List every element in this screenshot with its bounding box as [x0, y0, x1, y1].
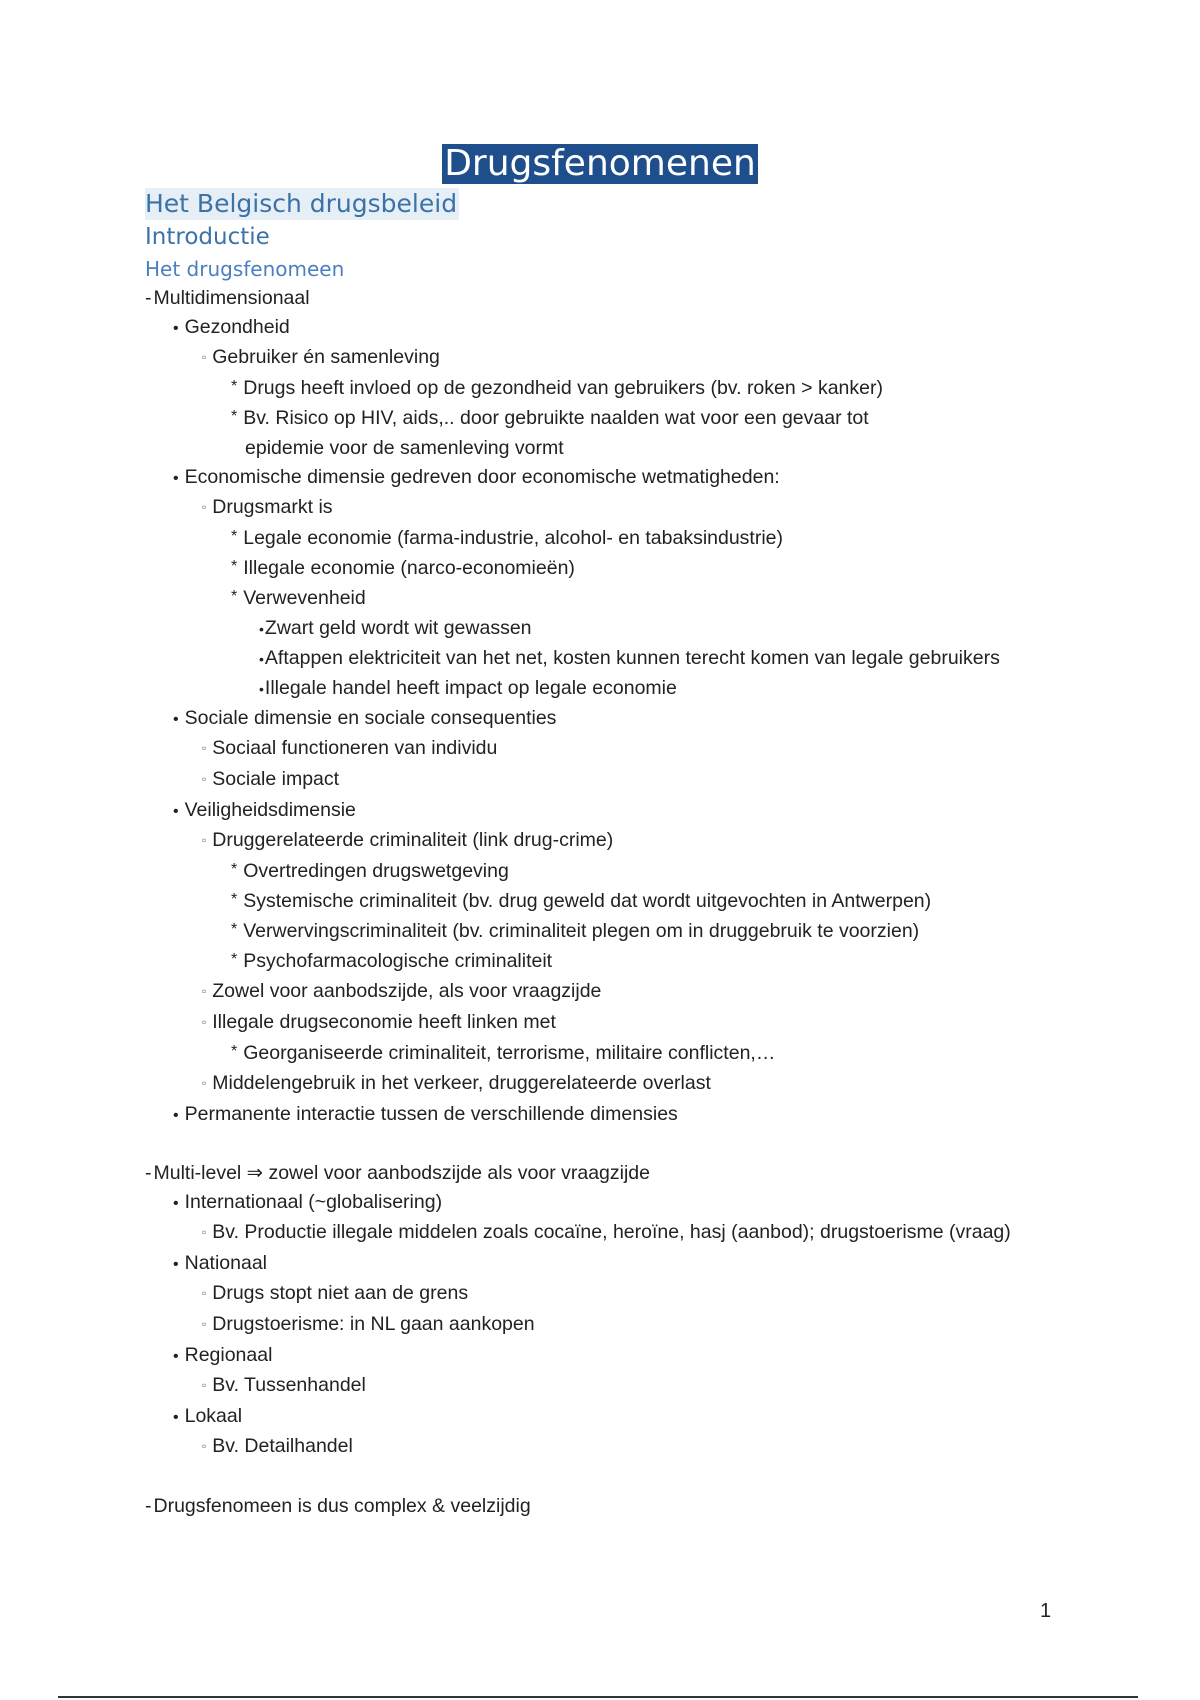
- outline-item-text: Sociaal functioneren van individu: [212, 737, 498, 759]
- outline-item: [145, 704, 1145, 734]
- outline-item-text: Multidimensionaal: [153, 287, 310, 309]
- outline-item: [145, 1100, 1145, 1130]
- outline-item-text: Druggerelateerde criminaliteit (link drug-crime): [212, 829, 614, 851]
- bullet-marker: *: [231, 408, 238, 425]
- outline-item: [145, 1402, 1145, 1432]
- outline-item: [145, 1069, 1145, 1100]
- bullet-marker: -: [145, 1162, 152, 1184]
- bullet-marker: *: [231, 558, 238, 575]
- outline-item-text: Sociale impact: [212, 768, 340, 790]
- bullet-marker: *: [231, 528, 238, 545]
- outline-item-text: Gezondheid: [184, 316, 290, 338]
- outline-item-text: Psychofarmacologische criminaliteit: [243, 950, 553, 972]
- outline-item-text: Economische dimensie gedreven door economische wetmatigheden:: [184, 466, 780, 488]
- bullet-marker: •: [173, 470, 179, 487]
- outline-item-text: Verwevenheid: [243, 587, 366, 609]
- bullet-marker: ▫: [202, 1225, 207, 1239]
- bullet-marker: *: [231, 861, 238, 878]
- outline-item-text: Lokaal: [184, 1405, 243, 1427]
- outline-item: [145, 374, 1145, 404]
- bullet-marker: •: [259, 621, 264, 637]
- bullet-marker: •: [259, 681, 264, 697]
- outline-item: [145, 1249, 1145, 1279]
- outline-item-text: Gebruiker én samenleving: [212, 346, 440, 368]
- outline-item: [145, 1159, 1145, 1188]
- bullet-marker: ▫: [202, 1439, 207, 1453]
- bullet-marker: ▫: [202, 1317, 207, 1331]
- outline-item: [145, 284, 1145, 313]
- outline-item-text: Multi-level ⇒ zowel voor aanbodszijde als voor vraagzijde: [153, 1162, 650, 1184]
- outline-item: [145, 463, 1145, 493]
- outline-item: [145, 796, 1145, 826]
- outline-item: [145, 947, 1145, 977]
- outline-item-text: Illegale drugseconomie heeft linken met: [212, 1011, 556, 1033]
- heading-3: Het drugsfenomeen: [145, 257, 345, 281]
- outline-item-text: Permanente interactie tussen de verschillende dimensies: [184, 1103, 678, 1125]
- bullet-marker: •: [173, 1195, 179, 1212]
- outline-item: [145, 1218, 1145, 1249]
- bullet-marker: ▫: [202, 500, 207, 514]
- outline-item-text: Internationaal (~globalisering): [184, 1191, 443, 1213]
- bullet-marker: •: [173, 803, 179, 820]
- blank-line: [145, 1463, 1145, 1492]
- outline-item: [145, 765, 1145, 796]
- outline-item: [145, 524, 1145, 554]
- outline-item-text: Drugstoerisme: in NL gaan aankopen: [212, 1313, 535, 1335]
- outline-item: [145, 1371, 1145, 1402]
- page-title: Drugsfenomenen: [444, 143, 756, 184]
- outline-list: [145, 284, 1145, 1521]
- outline-item-text: Drugsmarkt is: [212, 496, 333, 518]
- outline-item: [145, 434, 1145, 463]
- outline-item-text: Zowel voor aanbodszijde, als voor vraagzijde: [212, 980, 602, 1002]
- outline-item-text: Overtredingen drugswetgeving: [243, 860, 509, 882]
- outline-item: [145, 554, 1145, 584]
- outline-item-text: Georganiseerde criminaliteit, terrorisme, militaire conflicten,…: [243, 1042, 776, 1064]
- outline-item: [145, 1279, 1145, 1310]
- outline-item-text: Sociale dimensie en sociale consequenties: [184, 707, 557, 729]
- bullet-marker: ▫: [202, 741, 207, 755]
- page-number: 1: [1040, 1600, 1052, 1622]
- heading-2: Introductie: [145, 224, 270, 250]
- outline-item: [145, 917, 1145, 947]
- outline-item-text: Verwervingscriminaliteit (bv. criminaliteit plegen om in druggebruik te voorzien): [243, 920, 920, 942]
- outline-item: [145, 977, 1145, 1008]
- outline-item: [145, 644, 1145, 674]
- headings: [145, 188, 459, 284]
- bullet-marker: *: [231, 951, 238, 968]
- outline-item: [145, 887, 1145, 917]
- outline-item: [145, 734, 1145, 765]
- outline-item-text: Drugs stopt niet aan de grens: [212, 1282, 469, 1304]
- outline-item-text: Legale economie (farma-industrie, alcohol- en tabaksindustrie): [243, 527, 784, 549]
- outline-item-text: Regionaal: [184, 1344, 273, 1366]
- outline-item-text: Bv. Detailhandel: [212, 1435, 353, 1457]
- outline-item-text: Zwart geld wordt wit gewassen: [264, 617, 532, 639]
- outline-item: [145, 1188, 1145, 1218]
- outline-item-text: Veiligheidsdimensie: [184, 799, 356, 821]
- bullet-marker: ▫: [202, 1378, 207, 1392]
- bullet-marker: *: [231, 588, 238, 605]
- outline-item-text: Drugsfenomeen is dus complex & veelzijdig: [153, 1495, 531, 1517]
- bullet-marker: *: [231, 1043, 238, 1060]
- outline-item-text: Bv. Tussenhandel: [212, 1374, 366, 1396]
- outline-item: [145, 1008, 1145, 1039]
- bullet-marker: ▫: [202, 1015, 207, 1029]
- outline-item: [145, 1492, 1145, 1521]
- bullet-marker: ▫: [202, 833, 207, 847]
- outline-item: [145, 614, 1145, 644]
- outline-item-text: Middelengebruik in het verkeer, druggerelateerde overlast: [212, 1072, 711, 1094]
- outline-item: [145, 674, 1145, 704]
- outline-item-text: Illegale handel heeft impact op legale economie: [264, 677, 677, 699]
- outline-item: [145, 404, 1145, 434]
- outline-item: [145, 493, 1145, 524]
- bullet-marker: •: [173, 1348, 179, 1365]
- bullet-marker: *: [231, 921, 238, 938]
- bullet-marker: ▫: [202, 984, 207, 998]
- page-title-container: [0, 144, 1200, 184]
- outline-item-text: Illegale economie (narco-economieën): [243, 557, 575, 579]
- bullet-marker: •: [173, 1107, 179, 1124]
- bullet-marker: ▫: [202, 1076, 207, 1090]
- outline-item: [145, 1432, 1145, 1463]
- outline-item-text: Aftappen elektriciteit van het net, kosten kunnen terecht komen van legale gebruikers: [264, 647, 1000, 669]
- bullet-marker: ▫: [202, 350, 207, 364]
- bullet-marker: •: [173, 711, 179, 728]
- outline-item: [145, 826, 1145, 857]
- blank-line: [145, 1130, 1145, 1159]
- outline-item-text: Bv. Risico op HIV, aids,.. door gebruikte naalden wat voor een gevaar tot: [243, 407, 869, 429]
- bullet-marker: ▫: [202, 1286, 207, 1300]
- bullet-marker: *: [231, 378, 238, 395]
- bullet-marker: •: [173, 1256, 179, 1273]
- bullet-marker: ▫: [202, 772, 207, 786]
- outline-item: [145, 313, 1145, 343]
- bullet-marker: •: [173, 320, 179, 337]
- outline-item-text: epidemie voor de samenleving vormt: [245, 437, 564, 459]
- bullet-marker: •: [173, 1409, 179, 1426]
- outline-item: [145, 343, 1145, 374]
- bullet-marker: *: [231, 891, 238, 908]
- bullet-marker: -: [145, 287, 152, 309]
- outline-item: [145, 1341, 1145, 1371]
- bullet-marker: -: [145, 1495, 152, 1517]
- outline-item: [145, 1310, 1145, 1341]
- outline-item: [145, 1039, 1145, 1069]
- outline-item: [145, 584, 1145, 614]
- outline-item: [145, 857, 1145, 887]
- outline-item-text: Drugs heeft invloed op de gezondheid van gebruikers (bv. roken > kanker): [243, 377, 883, 399]
- heading-1: Het Belgisch drugsbeleid: [145, 189, 458, 218]
- outline-item-text: Nationaal: [184, 1252, 267, 1274]
- outline-item-text: Systemische criminaliteit (bv. drug geweld dat wordt uitgevochten in Antwerpen): [243, 890, 932, 912]
- bottom-rule: [58, 1696, 1138, 1698]
- outline-item-text: Bv. Productie illegale middelen zoals cocaïne, heroïne, hasj (aanbod); drugstoerisme (vraag): [212, 1221, 1011, 1243]
- bullet-marker: •: [259, 651, 264, 667]
